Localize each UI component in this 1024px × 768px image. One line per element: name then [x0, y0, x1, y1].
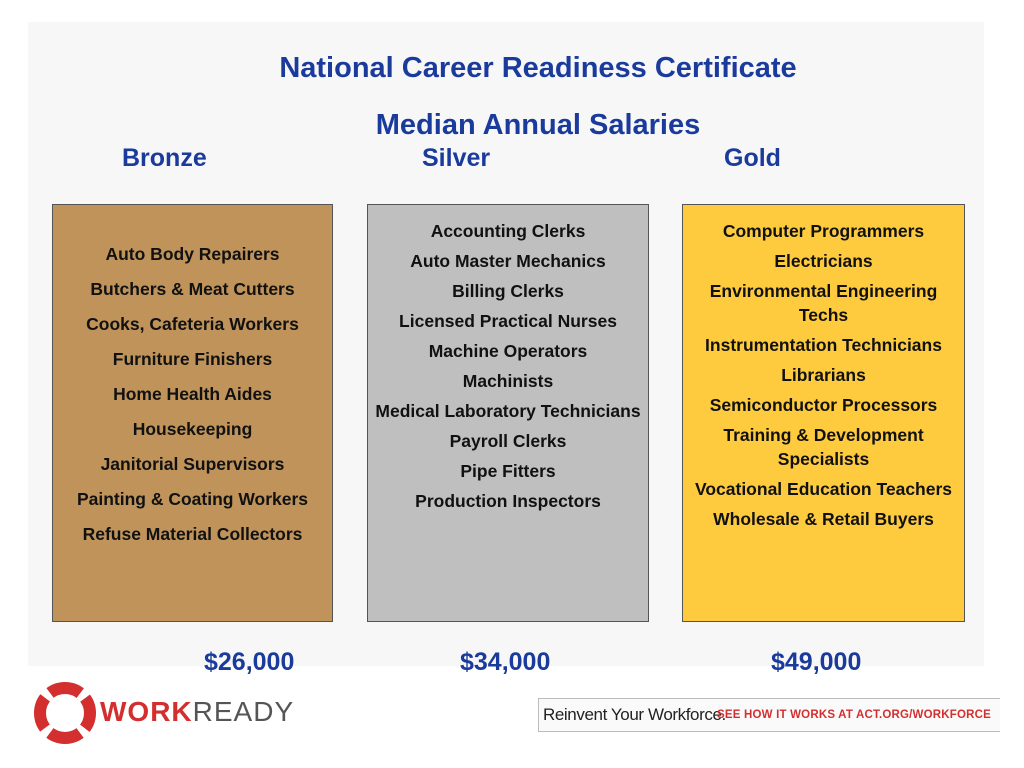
job-item: Pipe Fitters — [460, 461, 556, 481]
job-item: Painting & Coating Workers — [76, 489, 309, 509]
job-item: Refuse Material Collectors — [82, 524, 303, 544]
job-item: Accounting Clerks — [430, 221, 586, 241]
bronze-jobs-list — [53, 242, 332, 546]
job-item: Furniture Finishers — [112, 349, 273, 369]
job-item: Computer Programmers — [722, 221, 925, 241]
job-item: Instrumentation Technicians — [705, 335, 942, 355]
job-item: Machinists — [462, 371, 554, 391]
tier-label-bronze: Bronze — [122, 144, 207, 172]
job-item: Training & Development Specialists — [723, 425, 924, 469]
workready-wordmark — [100, 696, 294, 728]
job-item: Housekeeping — [132, 419, 253, 439]
job-item: Auto Body Repairers — [105, 244, 280, 264]
job-item: Librarians — [781, 365, 866, 385]
silver-jobs-list — [368, 219, 648, 513]
tier-label-gold: Gold — [724, 144, 781, 172]
bronze-jobs-box — [52, 204, 333, 622]
act-banner[interactable] — [538, 698, 1000, 732]
tier-label-silver: Silver — [422, 144, 491, 172]
job-item: Environmental Engineering Techs — [709, 281, 938, 325]
logo-work-text: WORK — [100, 696, 193, 727]
job-item: Cooks, Cafeteria Workers — [86, 314, 299, 334]
job-item: Home Health Aides — [113, 384, 272, 404]
job-item: Wholesale & Retail Buyers — [713, 509, 934, 529]
logo-ready-text: READY — [192, 696, 295, 727]
salary-bronze: $26,000 — [204, 648, 295, 676]
banner-link[interactable]: SEE HOW IT WORKS AT ACT.ORG/WORKFORCE — [717, 709, 992, 721]
job-item: Auto Master Mechanics — [410, 251, 606, 271]
job-item: Payroll Clerks — [449, 431, 567, 451]
page-subtitle: Median Annual Salaries — [375, 109, 701, 141]
job-item: Electricians — [774, 251, 873, 271]
job-item: Medical Laboratory Technicians — [375, 401, 641, 421]
workready-logo — [34, 682, 295, 744]
job-item: Semiconductor Processors — [709, 395, 938, 415]
job-item: Vocational Education Teachers — [694, 479, 953, 499]
gold-jobs-list — [683, 219, 964, 531]
job-item: Production Inspectors — [415, 491, 601, 511]
banner-tagline: Reinvent Your Workforce. — [543, 705, 726, 724]
salary-gold: $49,000 — [771, 648, 862, 676]
lifebuoy-icon — [34, 682, 96, 744]
job-item: Janitorial Supervisors — [100, 454, 285, 474]
job-item: Licensed Practical Nurses — [399, 311, 617, 331]
silver-jobs-box — [367, 204, 649, 622]
job-item: Butchers & Meat Cutters — [90, 279, 295, 299]
job-item: Billing Clerks — [452, 281, 564, 301]
gold-jobs-box — [682, 204, 965, 622]
page-title: National Career Readiness Certificate — [279, 52, 797, 84]
salary-silver: $34,000 — [460, 648, 551, 676]
job-item: Machine Operators — [428, 341, 588, 361]
